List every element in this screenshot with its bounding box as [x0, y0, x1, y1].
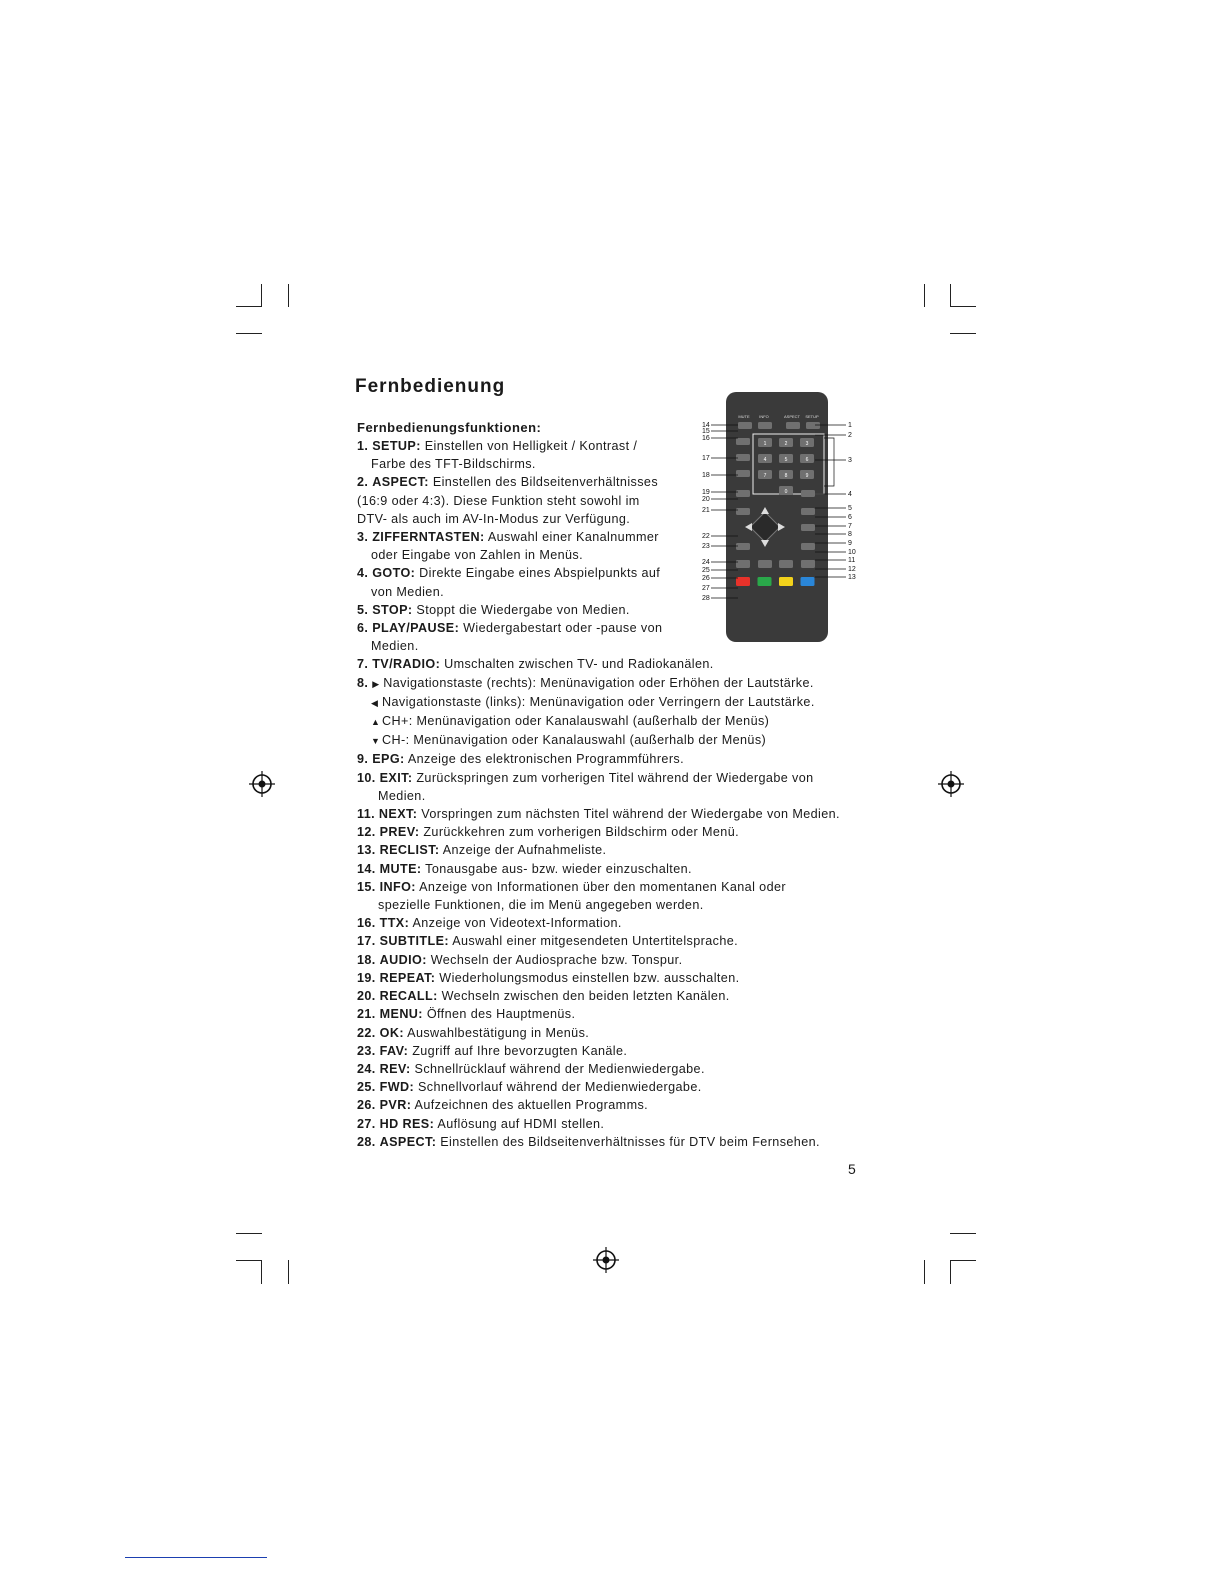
- list-item-continuation: oder Eingabe von Zahlen in Menüs.: [371, 548, 584, 563]
- list-item: [357, 1042, 877, 1060]
- item-number: 8.: [357, 675, 369, 690]
- list-item: [357, 805, 877, 823]
- item-text: Wechseln der Audiosprache bzw. Tonspur.: [430, 952, 683, 967]
- remote-button: [806, 422, 820, 429]
- item-key: RECALL:: [379, 989, 438, 1004]
- callout-number: 12: [848, 566, 856, 573]
- list-item: [357, 601, 877, 619]
- callout-number: 10: [848, 549, 856, 556]
- callout-number: 7: [848, 523, 852, 530]
- item-number: 19.: [357, 970, 376, 985]
- crop-mark: [236, 1233, 262, 1234]
- item-key: ASPECT:: [379, 1134, 437, 1149]
- item-number: 24.: [357, 1061, 376, 1076]
- crop-mark: [950, 284, 951, 307]
- item-key: STOP:: [372, 602, 413, 617]
- callout-number: 19: [702, 489, 710, 496]
- callout-number: 2: [848, 432, 852, 439]
- item-number: 25.: [357, 1080, 376, 1095]
- list-item: [357, 823, 877, 841]
- item-number: 11.: [357, 807, 376, 822]
- list-item: [357, 769, 877, 787]
- item-text: Vorspringen zum nächsten Titel während der Wiedergabe von Medien.: [421, 807, 840, 822]
- item-key: PREV:: [379, 825, 420, 840]
- item-text: Einstellen des Bildseitenverhältnisses für DTV beim Fernsehen.: [440, 1134, 820, 1149]
- list-item: [357, 1096, 877, 1114]
- callout-number: 24: [702, 559, 710, 566]
- callout-number: 21: [702, 507, 710, 514]
- list-item: [357, 528, 877, 546]
- nav-line: [357, 712, 877, 731]
- crop-mark: [288, 284, 289, 307]
- list-item-continuation: (16:9 oder 4:3). Diese Funktion steht sowohl im: [357, 493, 640, 508]
- list-item: [357, 1005, 877, 1023]
- list-item: [357, 655, 877, 673]
- callout-number: 1: [848, 422, 852, 429]
- list-item-continuation: DTV- als auch im AV-In-Modus zur Verfügung.: [357, 511, 631, 526]
- item-number: 3.: [357, 530, 369, 545]
- item-text: Auswahl einer Kanalnummer: [487, 530, 659, 545]
- remote-button: [786, 422, 800, 429]
- item-key: PLAY/PAUSE:: [372, 621, 460, 636]
- remote-top-label: SETUP: [805, 414, 819, 419]
- nav-line-text: CH+: Menünavigation oder Kanalauswahl (außerhalb der Menüs): [382, 714, 770, 729]
- remote-top-label: ASPECT: [783, 414, 801, 419]
- list-item-continuation: von Medien.: [371, 584, 445, 599]
- item-text: Zugriff auf Ihre bevorzugten Kanäle.: [412, 1043, 628, 1058]
- item-number: 13.: [357, 843, 376, 858]
- item-key: MUTE:: [379, 861, 422, 876]
- callout-number: 14: [702, 422, 710, 429]
- callout-number: 25: [702, 567, 710, 574]
- item-number: 9.: [357, 752, 369, 767]
- item-text: Auswahl einer mitgesendeten Untertitelsprache.: [452, 934, 739, 949]
- list-item: [357, 969, 877, 987]
- crop-mark: [236, 306, 262, 307]
- callout-number: 20: [702, 496, 710, 503]
- crop-mark: [261, 1260, 262, 1284]
- item-text: Anzeige von Informationen über den momentanen Kanal oder: [419, 879, 786, 894]
- item-text: Auflösung auf HDMI stellen.: [437, 1116, 605, 1131]
- remote-digit-label: 8: [784, 473, 788, 479]
- list-item: [357, 951, 877, 969]
- item-number: 15.: [357, 879, 376, 894]
- item-key: REV:: [379, 1061, 411, 1076]
- remote-top-label: MUTE: [738, 414, 750, 419]
- callout-number: 8: [848, 531, 852, 538]
- item-key: SETUP:: [372, 439, 421, 453]
- item-key: EPG:: [372, 752, 405, 767]
- callout-number: 22: [702, 533, 710, 540]
- item-number: 22.: [357, 1025, 376, 1040]
- list-item: [357, 1078, 877, 1096]
- callout-number: 27: [702, 585, 710, 592]
- item-number: 27.: [357, 1116, 376, 1131]
- crop-mark: [924, 284, 925, 307]
- item-key: RECLIST:: [379, 843, 440, 858]
- item-text: Wiederholungsmodus einstellen bzw. ausschalten.: [439, 970, 740, 985]
- list-item: [357, 1024, 877, 1042]
- item-text: Zurückkehren zum vorherigen Bildschirm oder Menü.: [423, 825, 740, 840]
- item-key: NEXT:: [378, 807, 418, 822]
- item-key: TTX:: [379, 916, 410, 931]
- crop-mark: [261, 284, 262, 307]
- item-number: 23.: [357, 1043, 376, 1058]
- item-number: 5.: [357, 602, 369, 617]
- list-item: [357, 1115, 877, 1133]
- callout-number: 3: [848, 457, 852, 464]
- item-key: GOTO:: [372, 566, 416, 581]
- callout-number: 23: [702, 543, 710, 550]
- list-item: [357, 987, 877, 1005]
- item-key: SUBTITLE:: [379, 934, 449, 949]
- list-item: [357, 750, 877, 768]
- item-key: REPEAT:: [379, 970, 436, 985]
- registration-mark-icon: [593, 1247, 619, 1273]
- item-key: ZIFFERNTASTEN:: [372, 530, 485, 545]
- crop-mark: [950, 306, 976, 307]
- list-item-continuation: Medien.: [378, 788, 426, 803]
- callout-number: 6: [848, 514, 852, 521]
- item-number: 1.: [357, 439, 369, 453]
- remote-digit-label: 1: [763, 441, 767, 447]
- remote-digit-label: 0: [784, 489, 788, 495]
- crop-mark: [950, 1260, 951, 1284]
- page-title: Fernbedienung: [355, 376, 506, 397]
- item-number: 18.: [357, 952, 376, 967]
- list-item: [357, 878, 877, 896]
- list-item: [357, 564, 877, 582]
- callout-number: 18: [702, 472, 710, 479]
- item-number: 21.: [357, 1007, 376, 1022]
- registration-mark-icon: [249, 771, 275, 797]
- nav-line: [357, 693, 877, 712]
- item-text: Navigationstaste (rechts): Menünavigation oder Erhöhen der Lautstärke.: [383, 675, 814, 690]
- list-item: [357, 1060, 877, 1078]
- item-text: Zurückspringen zum vorherigen Titel während der Wiedergabe von: [416, 770, 814, 785]
- item-text: Auswahlbestätigung in Menüs.: [407, 1025, 590, 1040]
- item-key: FWD:: [379, 1080, 415, 1095]
- registration-mark-icon: [938, 771, 964, 797]
- item-number: 2.: [357, 475, 369, 490]
- list-item: [357, 932, 877, 950]
- item-number: 28.: [357, 1134, 376, 1149]
- remote-digit-label: 5: [784, 457, 788, 463]
- nav-arrow-icon: ▲: [371, 717, 381, 728]
- item-number: 7.: [357, 657, 369, 672]
- item-number: 4.: [357, 566, 369, 581]
- callout-number: 13: [848, 574, 856, 581]
- page-number: 5: [848, 1161, 856, 1177]
- item-text: Schnellrücklauf während der Medienwiedergabe.: [414, 1061, 705, 1076]
- list-item-continuation: spezielle Funktionen, die im Menü angegeben werden.: [378, 898, 704, 913]
- remote-digit-label: 3: [805, 441, 809, 447]
- item-number: 6.: [357, 621, 369, 636]
- item-text: Tonausgabe aus- bzw. wieder einzuschalten.: [425, 861, 692, 876]
- item-text: Umschalten zwischen TV- und Radiokanälen.: [444, 657, 714, 672]
- item-number: 16.: [357, 916, 376, 931]
- remote-button: [758, 422, 772, 429]
- item-text: Aufzeichnen des aktuellen Programms.: [414, 1098, 649, 1113]
- item-text: Wechseln zwischen den beiden letzten Kanälen.: [441, 989, 730, 1004]
- item-key: PVR:: [379, 1098, 412, 1113]
- item-number: 26.: [357, 1098, 376, 1113]
- item-number: 10.: [357, 770, 376, 785]
- callout-number: 5: [848, 505, 852, 512]
- function-list: [357, 437, 877, 1151]
- nav-line-text: CH-: Menünavigation oder Kanalauswahl (außerhalb der Menüs): [382, 733, 767, 748]
- crop-mark: [236, 333, 262, 334]
- callout-number: 16: [702, 435, 710, 442]
- callout-number: 26: [702, 575, 710, 582]
- callout-number: 15: [702, 428, 710, 435]
- item-text: Einstellen des Bildseitenverhältnisses: [432, 475, 659, 490]
- crop-mark: [236, 1260, 262, 1261]
- item-key: MENU:: [379, 1007, 423, 1022]
- remote-digit-label: 4: [763, 457, 767, 463]
- section-title: Fernbedienungsfunktionen:: [357, 420, 542, 435]
- nav-arrow-icon: ◀: [371, 697, 379, 708]
- list-item: [357, 619, 877, 637]
- item-text: Wiedergabestart oder -pause von: [463, 621, 663, 636]
- list-item: [357, 841, 877, 859]
- item-number: 17.: [357, 934, 376, 949]
- item-number: 12.: [357, 825, 376, 840]
- item-key: ASPECT:: [372, 475, 429, 490]
- item-key: INFO:: [379, 879, 416, 894]
- item-key: FAV:: [379, 1043, 409, 1058]
- callout-number: 28: [702, 595, 710, 602]
- footer-rule: [125, 1557, 267, 1558]
- item-text: Anzeige von Videotext-Information.: [412, 916, 622, 931]
- item-number: 20.: [357, 989, 376, 1004]
- crop-mark: [950, 1260, 976, 1261]
- remote-top-label: INFO: [759, 414, 769, 419]
- nav-line: [357, 731, 877, 750]
- crop-mark: [924, 1260, 925, 1284]
- list-item: [357, 860, 877, 878]
- remote-digit-label: 7: [763, 473, 767, 479]
- callout-number: 9: [848, 540, 852, 547]
- list-item-continuation: Farbe des TFT-Bildschirms.: [371, 457, 536, 472]
- item-text: Direkte Eingabe eines Abspielpunkts auf: [419, 566, 661, 581]
- remote-digit-label: 9: [805, 473, 809, 479]
- list-item: [357, 674, 877, 693]
- item-text: Stoppt die Wiedergabe von Medien.: [416, 602, 630, 617]
- list-item: [357, 1133, 877, 1151]
- callout-number: 4: [848, 491, 852, 498]
- list-item: [357, 914, 877, 932]
- item-text: Anzeige des elektronischen Programmführers.: [407, 752, 685, 767]
- item-number: 14.: [357, 861, 376, 876]
- item-key: TV/RADIO:: [372, 657, 441, 672]
- crop-mark: [950, 333, 976, 334]
- remote-button: [738, 422, 752, 429]
- list-item-continuation: Medien.: [371, 639, 419, 654]
- item-key: OK:: [379, 1025, 404, 1040]
- remote-digit-label: 2: [784, 441, 788, 447]
- crop-mark: [950, 1233, 976, 1234]
- nav-line-text: Navigationstaste (links): Menünavigation oder Verringern der Lautstärke.: [382, 694, 815, 709]
- item-text: Anzeige der Aufnahmeliste.: [442, 843, 607, 858]
- item-text: Öffnen des Hauptmenüs.: [426, 1007, 576, 1022]
- item-key: AUDIO:: [379, 952, 427, 967]
- callout-number: 11: [848, 557, 856, 564]
- callout-number: 17: [702, 455, 710, 462]
- item-text: Schnellvorlauf während der Medienwiedergabe.: [418, 1080, 702, 1095]
- arrow-right-icon: ▶: [372, 678, 380, 689]
- item-text: Einstellen von Helligkeit / Kontrast /: [424, 439, 638, 453]
- list-item: [357, 437, 877, 455]
- item-key: HD RES:: [379, 1116, 435, 1131]
- nav-arrow-icon: ▼: [371, 736, 381, 747]
- item-key: EXIT:: [379, 770, 413, 785]
- remote-digit-label: 6: [805, 457, 809, 463]
- list-item: [357, 473, 877, 491]
- crop-mark: [288, 1260, 289, 1284]
